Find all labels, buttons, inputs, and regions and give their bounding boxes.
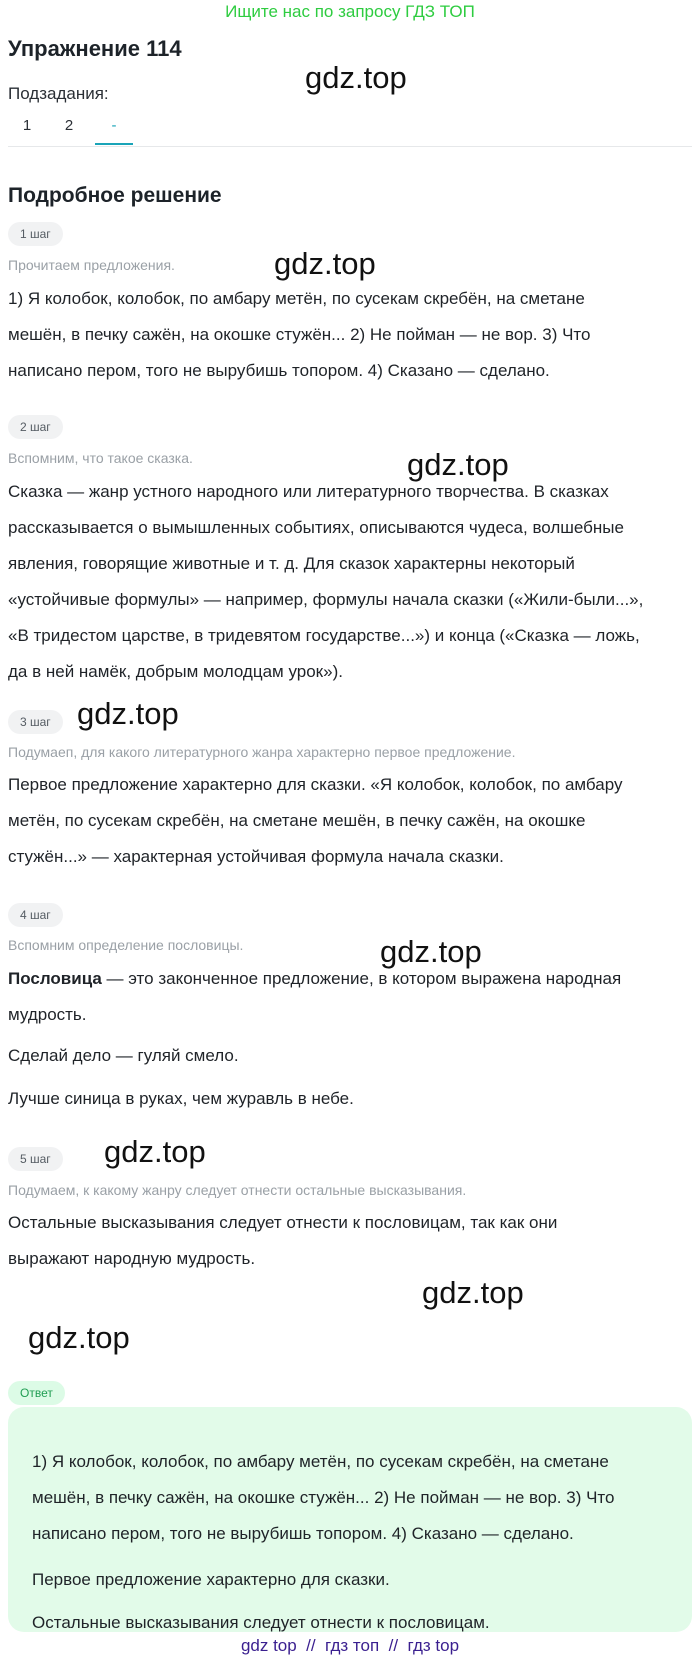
step-text: Остальные высказывания следует отнести к пословицам, так как они выражают народную мудрость. xyxy=(8,1213,558,1268)
watermark: gdz.top xyxy=(28,1320,130,1355)
watermark: gdz.top xyxy=(407,447,509,482)
page-title: Упражнение 114 xyxy=(8,36,182,61)
definition-text: Пословица — это законченное предложение, в котором выражена народная мудрость. xyxy=(8,969,622,1024)
step-hint: Подумаем, к какому жанру следует отнести остальные высказывания. xyxy=(8,1182,467,1198)
answer-text: 1) Я колобок, колобок, по амбару метён, по сусекам скребён, на сметане мешён, в печку сажён, на окошке стужён... 2) Не пойман — не вор. 3) Что написано пером, того не вырубишь топором. 4) Сказано — сделано. xyxy=(32,1452,615,1543)
step-hint: Подумаеп, для какого литературного жанра характерно первое предложение. xyxy=(8,744,516,760)
watermark: gdz.top xyxy=(104,1134,206,1169)
step-hint: Вспомним определение пословицы. xyxy=(8,937,244,953)
watermark: gdz.top xyxy=(274,246,376,281)
step-text: Первое предложение характерно для сказки. «Я колобок, колобок, по амбару метён, по сусекам скребён, на сметане мешён, в печку сажён, на окошке стужён...» — характерная устойчивая формула начала сказки. xyxy=(8,775,623,866)
section-title: Подробное решение xyxy=(8,184,222,207)
step-badge: 5 шаг xyxy=(8,1147,63,1171)
watermark: gdz.top xyxy=(422,1275,524,1310)
watermark: gdz.top xyxy=(77,696,179,731)
answer-box xyxy=(8,1407,692,1632)
top-banner[interactable]: Ищите нас по запросу ГДЗ ТОП xyxy=(225,2,475,21)
step-badge: 4 шаг xyxy=(8,903,63,927)
step-hint: Вспомним, что такое сказка. xyxy=(8,450,193,466)
step-text: Сказка — жанр устного народного или литературного творчества. В сказках рассказывается о вымышленных событиях, описываются чудеса, волшебные явления, говорящие животные и т. д. Для сказок характерны некоторый «устойчивые формулы» — например, формулы начала сказки («Жили-были...», «В тридестом царстве, в тридевятом государстве...») и конца («Сказка — ложь, да в ней намёк, добрым молодцам урок»). xyxy=(8,482,644,681)
step-badge: 1 шаг xyxy=(8,222,63,246)
answer-text: Первое предложение характерно для сказки. xyxy=(32,1570,390,1589)
watermark: gdz.top xyxy=(380,934,482,969)
watermark: gdz.top xyxy=(305,60,407,95)
subtasks-label: Подзадания: xyxy=(8,84,109,103)
proverb-example: Сделай дело — гуляй смело. xyxy=(8,1046,239,1065)
step-badge: 3 шаг xyxy=(8,710,63,734)
step-badge: 2 шаг xyxy=(8,415,63,439)
proverb-example: Лучше синица в руках, чем журавль в небе. xyxy=(8,1089,354,1108)
answer-text: Остальные высказывания следует отнести к пословицам. xyxy=(32,1613,490,1632)
footer-links[interactable]: gdz top // гдз топ // гдз top xyxy=(240,1636,460,1655)
answer-badge: Ответ xyxy=(8,1381,65,1405)
divider xyxy=(8,146,692,147)
step-text: 1) Я колобок, колобок, по амбару метён, по сусекам скребён, на сметане мешён, в печку сажён, на окошке стужён... 2) Не пойман — не вор. 3) Что написано пером, того не вырубишь топором. 4) Сказано — сделано. xyxy=(8,289,591,380)
step-hint: Прочитаем предложения. xyxy=(8,257,175,273)
tab-subtask-1[interactable]: 1 xyxy=(22,117,32,134)
tab-subtask-2[interactable]: 2 xyxy=(64,117,74,134)
tab-subtask-3[interactable]: - xyxy=(95,112,133,144)
